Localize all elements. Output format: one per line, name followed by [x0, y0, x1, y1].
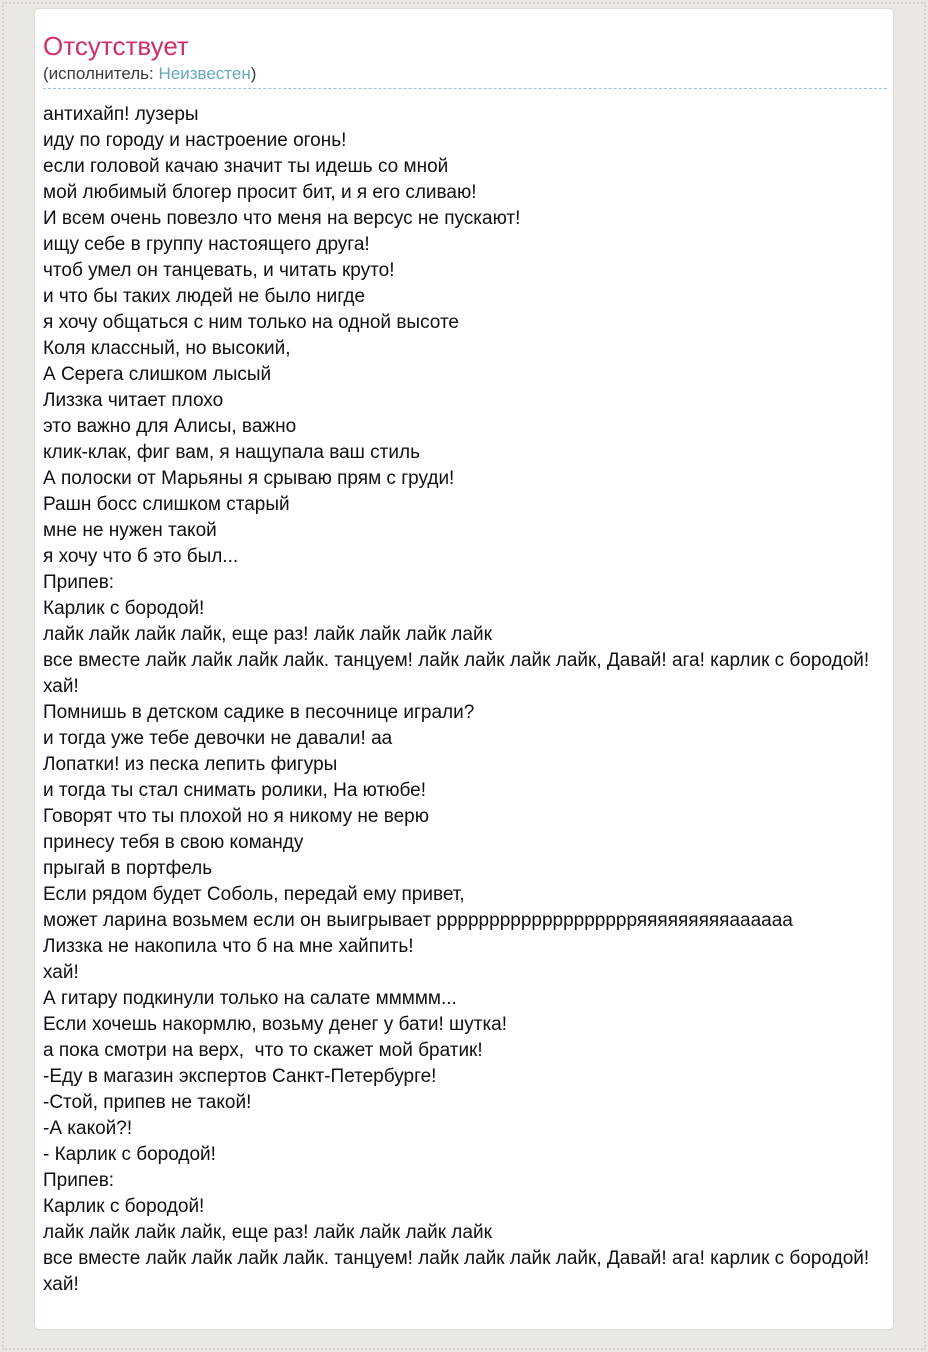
lyric-line: принесу тебя в свою команду — [43, 832, 304, 853]
lyric-line: Лиззка не накопила что б на мне хайпить! — [43, 936, 414, 957]
lyric-line: И всем очень повезло что меня на версус не пускают! — [43, 208, 521, 229]
lyric-line: Карлик с бородой! — [43, 598, 205, 619]
lyric-line: может ларина возьмем если он выигрывает ррррррррррррррррррряяяяяяяяяаааааа — [43, 910, 793, 931]
lyric-line: Лопатки! из песка лепить фигуры — [43, 754, 338, 775]
artist-label-close: ) — [250, 64, 257, 83]
lyric-line: Если рядом будет Соболь, передай ему привет, — [43, 884, 465, 905]
lyric-line: клик-клак, фиг вам, я нащупала ваш стиль — [43, 442, 420, 463]
artist-link[interactable]: Неизвестен — [158, 64, 251, 83]
lyric-line: все вместе лайк лайк лайк лайк. танцуем! лайк лайк лайк лайк, Давай! ага! карлик с бородой! — [43, 650, 870, 671]
lyric-line: и тогда ты стал снимать ролики, На ютюбе! — [43, 780, 426, 801]
lyric-line: все вместе лайк лайк лайк лайк. танцуем! лайк лайк лайк лайк, Давай! ага! карлик с бородой! — [43, 1248, 870, 1269]
lyric-line: это важно для Алисы, важно — [43, 416, 297, 437]
lyric-line: мой любимый блогер просит бит, и я его сливаю! — [43, 182, 477, 203]
lyric-line: Если хочешь накормлю, возьму денег у бати! шутка! — [43, 1014, 508, 1035]
lyric-line: я хочу что б это был... — [43, 546, 239, 567]
lyric-line: если головой качаю значит ты идешь со мной — [43, 156, 449, 177]
lyrics — [43, 102, 893, 1298]
lyric-line: -Еду в магазин экспертов Санкт-Петербурге! — [43, 1066, 437, 1087]
lyric-line: прыгай в портфель — [43, 858, 213, 879]
lyric-line: хай! — [43, 962, 79, 983]
lyric-line: и что бы таких людей не было нигде — [43, 286, 366, 307]
lyric-line: -А какой?! — [43, 1118, 133, 1139]
lyric-line: Говорят что ты плохой но я никому не верю — [43, 806, 429, 827]
lyric-line: Припев: — [43, 572, 115, 593]
lyric-line: иду по городу и настроение огонь! — [43, 130, 347, 151]
lyric-line: А гитару подкинули только на салате ммммм... — [43, 988, 457, 1009]
lyric-line: а пока смотри на верх, что то скажет мой братик! — [43, 1040, 483, 1061]
artist-line — [43, 62, 893, 85]
lyric-line: мне не нужен такой — [43, 520, 217, 541]
lyric-line: я хочу общаться с ним только на одной высоте — [43, 312, 459, 333]
lyric-line: ищу себе в группу настоящего друга! — [43, 234, 370, 255]
lyric-line: Лиззка читает плохо — [43, 390, 224, 411]
lyric-line: лайк лайк лайк лайк, еще раз! лайк лайк лайк лайк — [43, 1222, 492, 1243]
lyric-line: антихайп! лузеры — [43, 104, 199, 125]
lyric-line: и тогда уже тебе девочки не давали! аа — [43, 728, 393, 749]
content-card — [34, 8, 894, 1330]
lyric-line: Припев: — [43, 1170, 115, 1191]
lyric-line: А полоски от Марьяны я срываю прям с груди! — [43, 468, 455, 489]
lyric-line: Коля классный, но высокий, — [43, 338, 291, 359]
lyric-line: Карлик с бородой! — [43, 1196, 205, 1217]
lyric-line: лайк лайк лайк лайк, еще раз! лайк лайк лайк лайк — [43, 624, 492, 645]
lyric-line: чтоб умел он танцевать, и читать круто! — [43, 260, 395, 281]
lyric-line: Рашн босс слишком старый — [43, 494, 290, 515]
lyric-line: Помнишь в детском садике в песочнице играли? — [43, 702, 475, 723]
lyric-line: хай! — [43, 676, 79, 697]
lyric-line: А Серега слишком лысый — [43, 364, 272, 385]
artist-label: (исполнитель: — [43, 64, 159, 83]
lyric-line: хай! — [43, 1274, 79, 1295]
page-title: Отсутствует — [43, 31, 189, 61]
lyric-line: - Карлик с бородой! — [43, 1144, 216, 1165]
header-separator — [43, 88, 887, 89]
lyric-line: -Стой, припев не такой! — [43, 1092, 252, 1113]
